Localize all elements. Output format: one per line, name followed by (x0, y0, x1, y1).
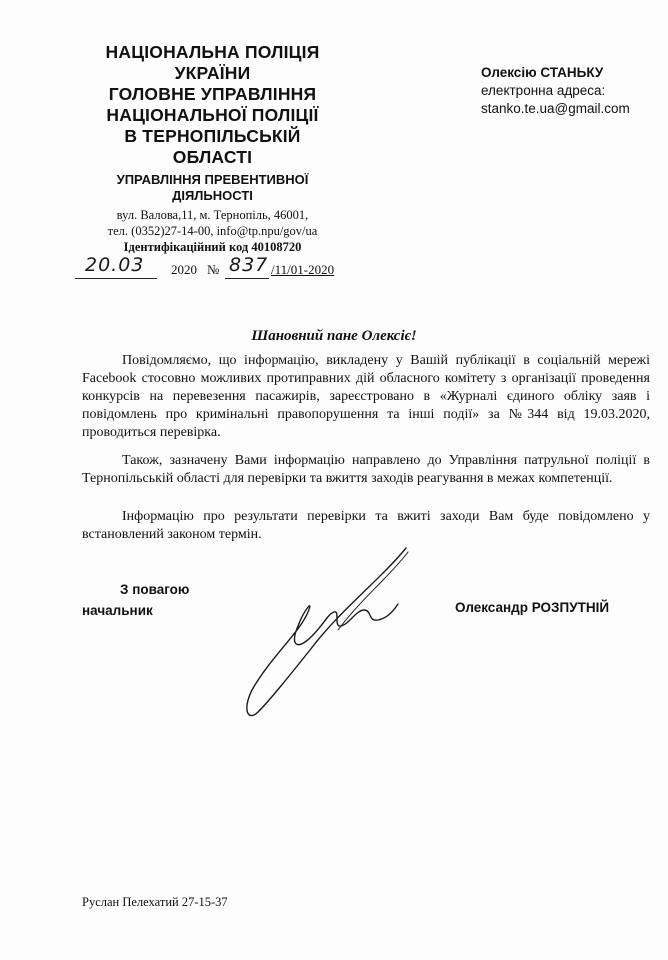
executor-footer: Руслан Пелехатий 27-15-37 (82, 895, 228, 909)
org-line-1: НАЦІОНАЛЬНА ПОЛІЦІЯ (105, 42, 320, 62)
org-line-2: УКРАЇНИ (174, 63, 251, 83)
body-paragraph-1: Повідомляємо, що інформацію, викладену у Вашій публікації в соціальній мережі Facebook стосовно можливих протиправних дій обласного комітету з організації проведення конкурсів на перевезення пасажирів, зареєстровано в «Журналі єдиного обліку заяв і повідомлень про кримінальні правопорушення та інші події» за №344 від 19.03.2020, проводиться перевірка. (82, 353, 650, 440)
handwritten-signature (230, 540, 420, 720)
registration-date: 20.03 (85, 254, 145, 276)
body-paragraph-3: Інформацію про результати перевірки та вжиті заходи Вам буде повідомлено у встановлений законом термін. (82, 509, 650, 542)
org-line-5: В ТЕРНОПІЛЬСЬКІЙ (124, 126, 301, 146)
signer-name: Олександр РОЗПУТНІЙ (455, 600, 610, 615)
addressee-email: stanko.te.ua@gmail.com (481, 101, 630, 116)
sender-address: вул. Валова,11, м. Тернопіль, 46001, (116, 208, 309, 222)
closing-position: начальник (82, 603, 153, 618)
org-line-3: ГОЛОВНЕ УПРАВЛІННЯ (108, 84, 317, 104)
salutation: Шановний пане Олексіє! (251, 328, 417, 344)
registration-number: 837 (229, 254, 269, 276)
addressee-block (481, 64, 661, 118)
addressee-name: Олексію СТАНЬКУ (481, 65, 604, 80)
number-sign: № (207, 262, 220, 277)
sender-organization (70, 42, 355, 204)
registration-year: 2020 (171, 262, 197, 277)
closing-block (82, 579, 222, 621)
sender-contacts: тел. (0352)27-14-00, info@tp.npu/gov/ua (107, 224, 318, 238)
department-line-1: УПРАВЛІННЯ ПРЕВЕНТИВНОЇ (116, 172, 309, 187)
registration-line (75, 256, 335, 282)
body-paragraph-2: Також, зазначену Вами інформацію направлено до Управління патрульної поліції в Тернопільській області для перевірки та вжиття заходів реагування в межах компетенції. (82, 453, 650, 486)
org-line-4: НАЦІОНАЛЬНОЇ ПОЛІЦІЇ (106, 105, 319, 125)
org-line-6: ОБЛАСТІ (172, 147, 253, 167)
closing-regards: З повагою (120, 582, 190, 597)
sender-address-block (70, 207, 355, 255)
registration-number-suffix: /11/01-2020 (271, 262, 335, 277)
sender-id-code: Ідентифікаційний код 40108720 (123, 240, 302, 254)
department-line-2: ДІЯЛЬНОСТІ (172, 188, 253, 203)
addressee-email-label: електронна адреса: (481, 83, 606, 98)
